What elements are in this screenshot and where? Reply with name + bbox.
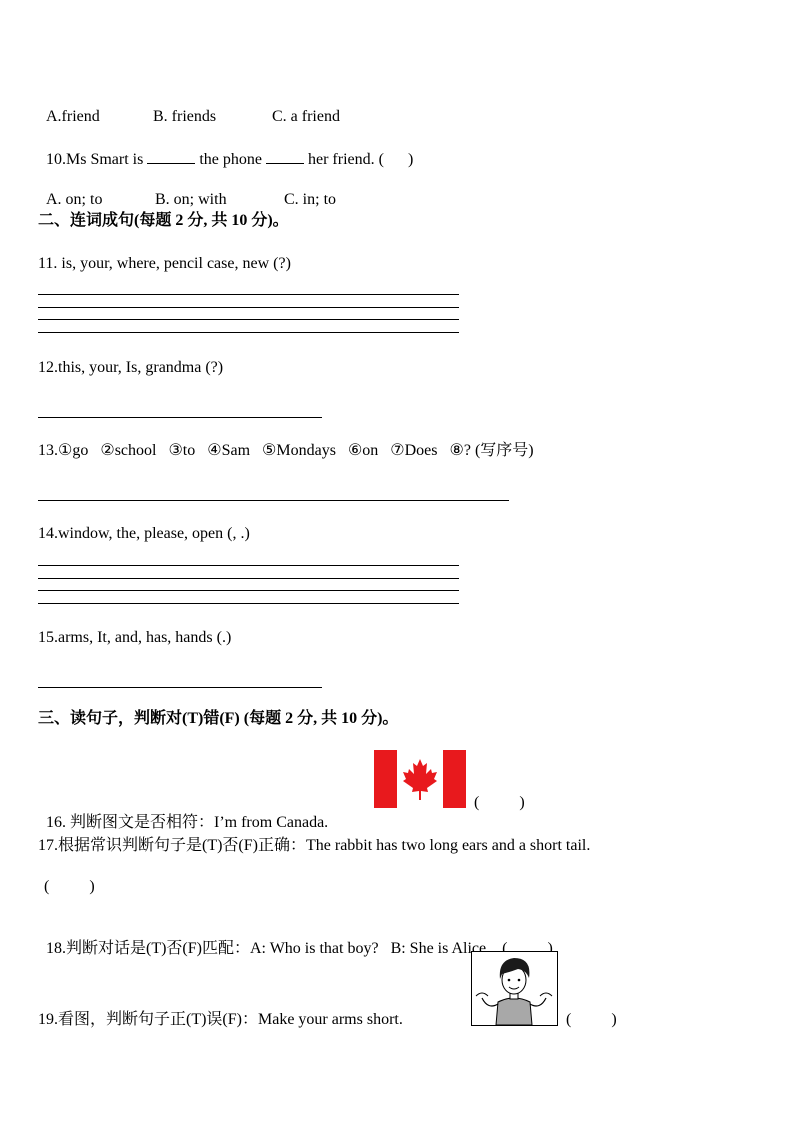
q11-answer-line[interactable]: [38, 307, 459, 308]
q9-option-b: B. friends: [153, 108, 217, 125]
q16-question: [38, 793, 328, 833]
q10-part2: the phone: [199, 151, 262, 168]
q14-answer-line[interactable]: [38, 565, 459, 566]
q10-question: [38, 129, 413, 170]
q10-part1: 10.Ms Smart is: [46, 151, 144, 168]
q16-text: 16. 判断图文是否相符：I’m from Canada.: [46, 814, 329, 831]
q14-answer-line[interactable]: [38, 590, 459, 591]
section3-title: 三、读句子，判断对(T)错(F) (每题 2 分, 共 10 分)。: [38, 710, 399, 727]
q17-text: 17.根据常识判断句子是(T)否(F)正确：The rabbit has two long ears and a short tail.: [38, 837, 591, 854]
q11-answer-line[interactable]: [38, 294, 459, 295]
q11-answer-line[interactable]: [38, 332, 459, 333]
q9-options: [38, 87, 340, 127]
q9-option-a: A.friend: [46, 108, 100, 125]
q15-answer-line[interactable]: [38, 687, 322, 688]
q9-option-c: C. a friend: [272, 108, 340, 125]
q18-answer-paren[interactable]: ( ): [502, 940, 553, 957]
q10-part3: her friend.: [308, 151, 375, 168]
q14-prompt: 14.window, the, please, open (, .): [38, 525, 250, 542]
q10-option-a: A. on; to: [46, 191, 103, 208]
q12-answer-line[interactable]: [38, 417, 322, 418]
q16-answer-paren[interactable]: ( ): [474, 794, 525, 811]
q18-text: 18.判断对话是(T)否(F)匹配：A: Who is that boy? B: She is Alice.: [46, 940, 491, 957]
q10-options: [38, 170, 336, 210]
q15-prompt: 15.arms, It, and, has, hands (.): [38, 629, 232, 646]
q14-answer-line[interactable]: [38, 578, 459, 579]
q10-blank-1[interactable]: [147, 149, 195, 164]
q17-answer-paren[interactable]: ( ): [44, 878, 95, 895]
q14-answer-line[interactable]: [38, 603, 459, 604]
section2-title: 二、连词成句(每题 2 分, 共 10 分)。: [38, 212, 289, 229]
q10-blank-2[interactable]: [266, 149, 304, 164]
q10-option-c: C. in; to: [284, 191, 337, 208]
q13-prompt: 13.①go ②school ③to ④Sam ⑤Mondays ⑥on ⑦Does ⑧? (写序号): [38, 442, 534, 459]
q11-prompt: 11. is, your, where, pencil case, new (?): [38, 255, 291, 272]
q10-answer-paren[interactable]: ( ): [378, 151, 414, 168]
q10-option-b: B. on; with: [155, 191, 227, 208]
canada-flag-icon: [374, 750, 466, 808]
q11-answer-line[interactable]: [38, 319, 459, 320]
shrugging-person-icon: [471, 951, 558, 1026]
q13-answer-line[interactable]: [38, 500, 509, 501]
q19-text: 19.看图，判断句子正(T)误(F)：Make your arms short.: [38, 1011, 403, 1028]
q12-prompt: 12.this, your, Is, grandma (?): [38, 359, 224, 376]
q19-answer-paren[interactable]: ( ): [566, 1011, 617, 1028]
